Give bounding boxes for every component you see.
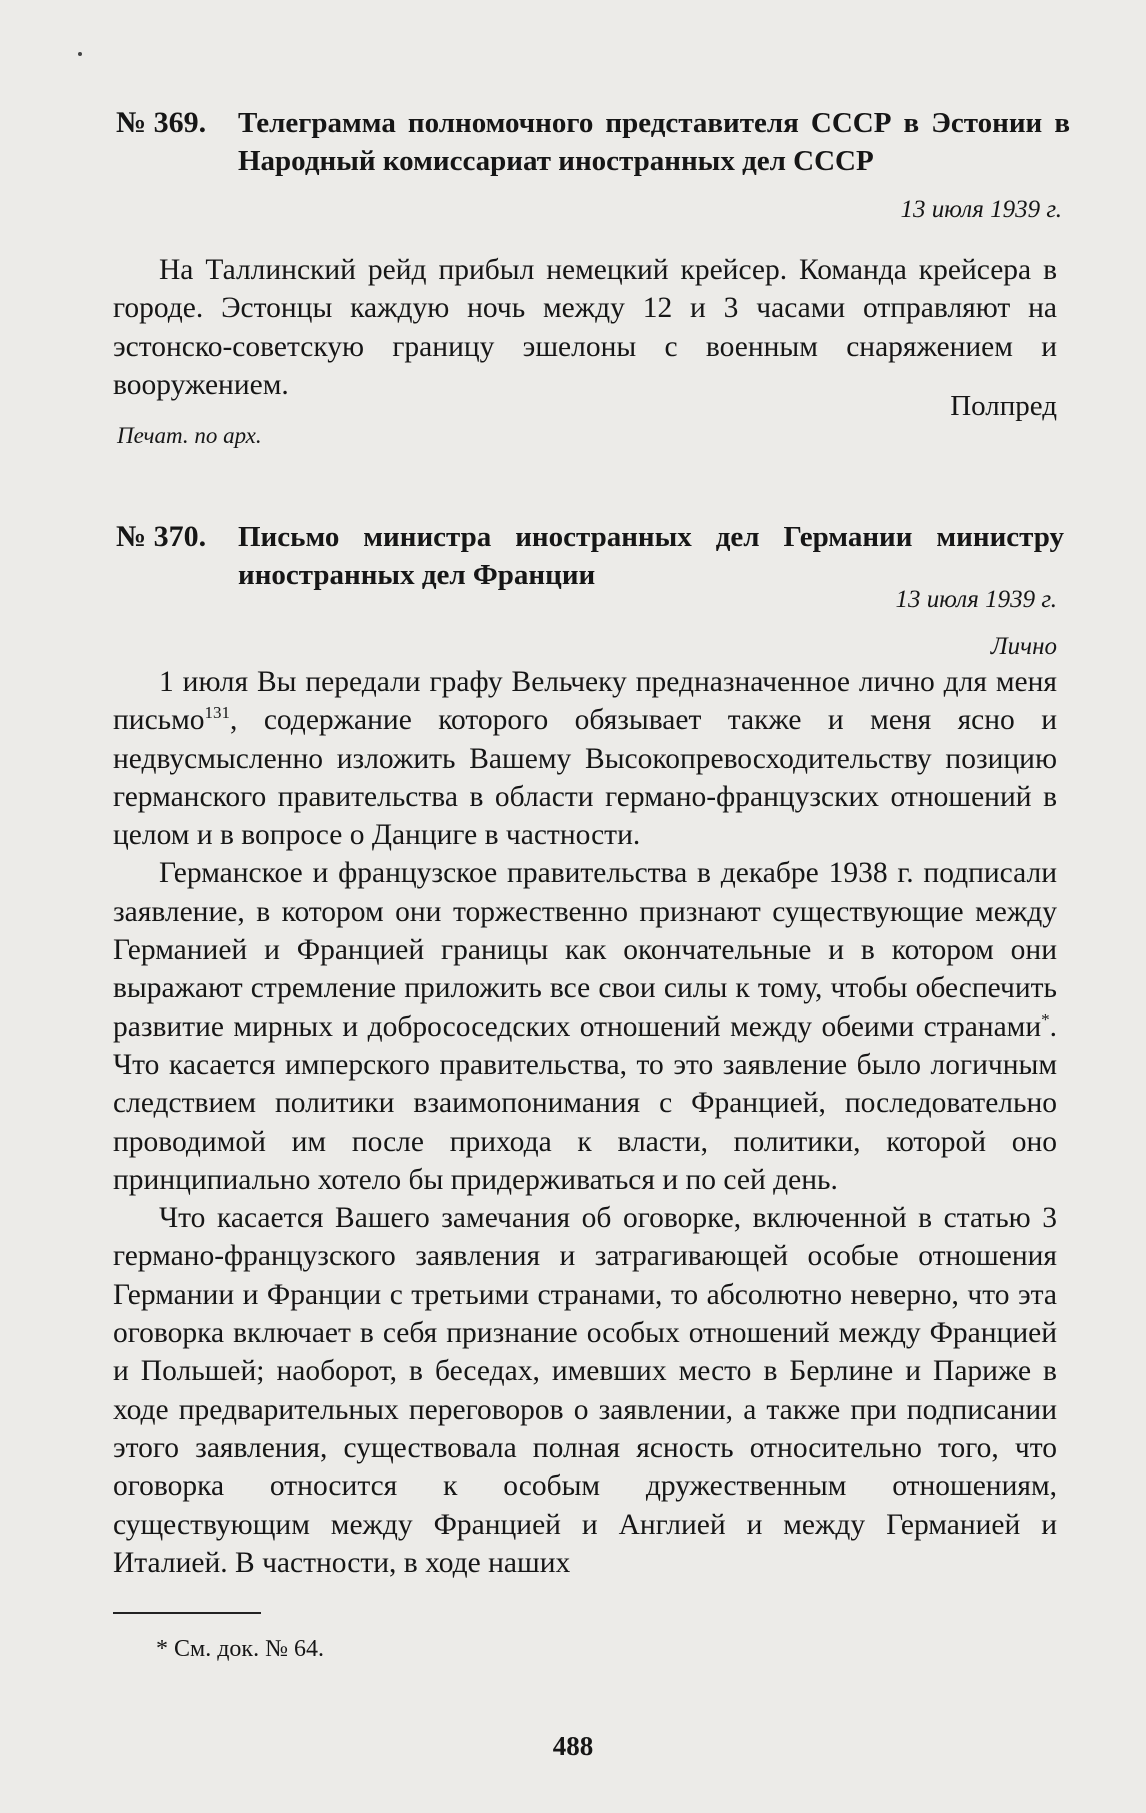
doc369-body xyxy=(113,251,1057,404)
doc370-title: Письмо министра иностранных дел Германии министру иностранных дел Франции xyxy=(238,521,1064,591)
doc370-body xyxy=(113,663,1057,1582)
speck xyxy=(78,52,82,56)
footnote: * См. док. № 64. xyxy=(156,1636,324,1662)
page-number: 488 xyxy=(552,1731,594,1761)
doc369-date: 13 июля 1939 г. xyxy=(900,196,1062,223)
doc369-signature: Полпред xyxy=(950,390,1057,422)
doc370-paragraph-2: Германское и французское правительства в декабре 1938 г. подписали заявление, в котором они торжественно признают существующие между Германией и Францией границы как окончательные и в котором они выражают стремление приложить все свои силы к тому, чтобы обеспечить развитие мирных и добрососедских отношений между обеими странами*. Что касается имперского правительства, то это заявление было логичным следствием политики взаимопонимания с Францией, последовательно проводимой им после прихода к власти, политики, которой оно принципиально хотело бы придерживаться и по сей день. xyxy=(113,857,1057,1196)
doc370-personal-mark: Лично xyxy=(990,633,1057,660)
footnote-marker: * xyxy=(1041,1009,1050,1029)
doc369-source: Печат. по арх. xyxy=(117,423,262,448)
doc370-number: № 370. xyxy=(116,520,207,553)
doc369-title: Телеграмма полномочного представителя СССР в Эстонии в Народный комиссариат иностранных дел СССР xyxy=(238,107,1070,177)
doc369-paragraph: На Таллинский рейд прибыл немецкий крейсер. Команда крейсера в городе. Эстонцы каждую ночь между 12 и 3 часами отправляют на эстонско-советскую границу эшелоны с военным снаряжением и вооружением. xyxy=(113,254,1057,401)
doc370-date: 13 июля 1939 г. xyxy=(895,586,1057,613)
footnote-rule xyxy=(113,1612,261,1614)
doc370-paragraph-1: 1 июля Вы передали графу Вельчеку предназначенное лично для меня письмо$^{131}$, содержание которого обязывает также и меня ясно и недвусмысленно изложить Вашему Высокопревосходительству позицию германского правительства в области германо-французских отношений в целом и в вопросе о Данциге в частности. xyxy=(113,666,1057,852)
doc369-number: № 369. xyxy=(116,106,207,139)
doc370-paragraph-3: Что касается Вашего замечания об оговорке, включенной в статью 3 германо-французского заявления и затрагивающей особые отношения Германии и Франции с третьими странами, то абсолютно неверно, что эта оговорка включает в себя признание особых отношений между Францией и Польшей; наоборот, в беседах, имевших место в Берлине и Париже в ходе предварительных переговоров о заявлении, а также при подписании этого заявления, существовала полная ясность относительно того, что оговорка относится к особым дружественным отношениям, существующим между Францией и Англией и между Германией и Италией. В частности, в ходе наших xyxy=(113,1202,1057,1579)
endnote-ref: 131 xyxy=(204,703,231,723)
